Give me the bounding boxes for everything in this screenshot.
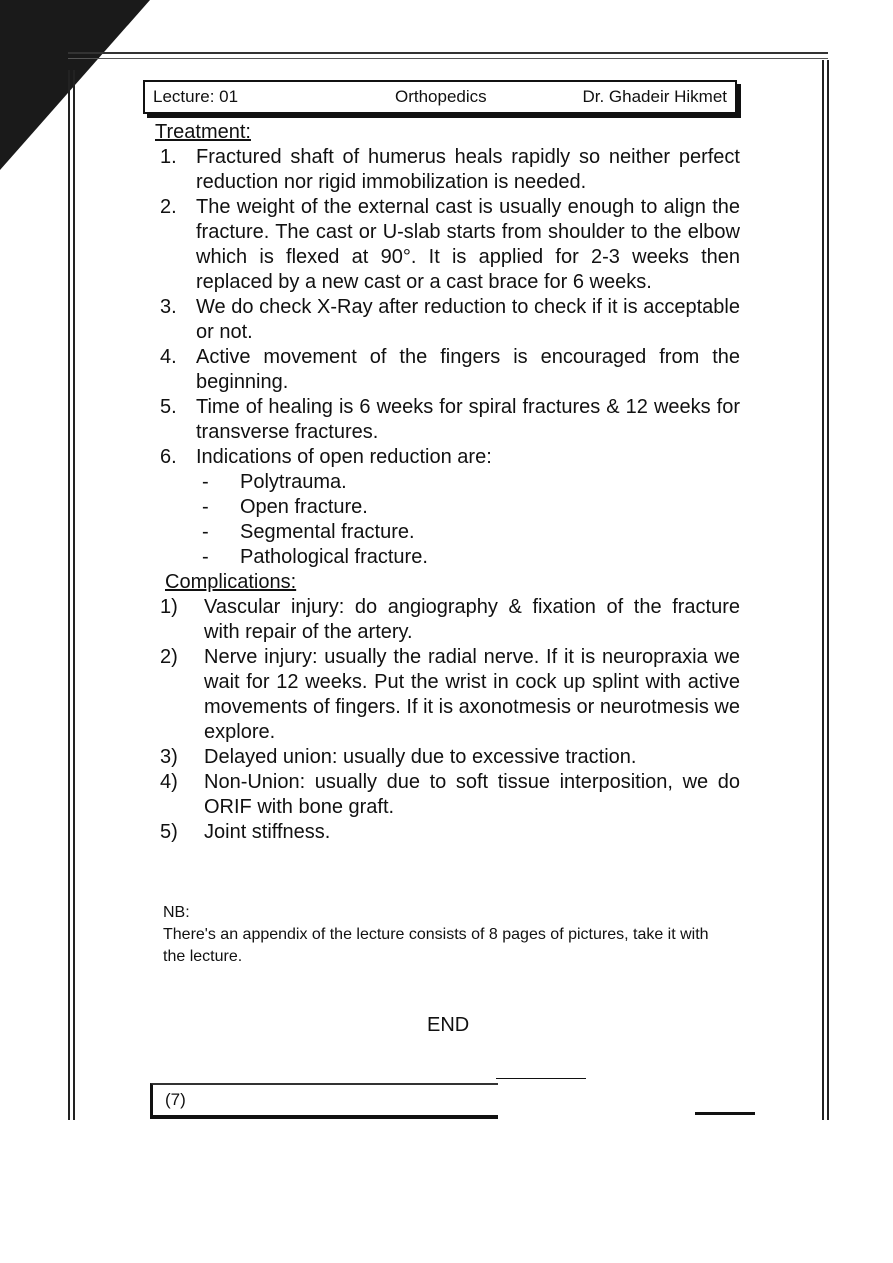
- indication-item: - Pathological fracture.: [202, 546, 428, 568]
- item-text: Vascular injury: do angiography & fixation of the fracture with repair of the artery.: [204, 596, 740, 643]
- item-number: 4): [160, 771, 178, 793]
- subject-title: Orthopedics: [395, 87, 487, 106]
- indication-item: - Segmental fracture.: [202, 521, 415, 543]
- nb-text: There's an appendix of the lecture consists of 8 pages of pictures, take it with the lecture.: [163, 926, 709, 965]
- nb-label: NB:: [163, 904, 190, 921]
- complication-item: [150, 595, 740, 645]
- complication-item: [150, 770, 740, 820]
- item-text: Non-Union: usually due to soft tissue interposition, we do ORIF with bone graft.: [204, 771, 740, 818]
- item-text: Joint stiffness.: [204, 821, 331, 843]
- item-number: 6.: [160, 446, 177, 468]
- item-text: Indications of open reduction are:: [196, 446, 492, 468]
- item-number: 5.: [160, 396, 177, 418]
- item-number: 2.: [160, 196, 177, 218]
- scan-corner-shadow: [0, 0, 150, 170]
- item-number: 1.: [160, 146, 177, 168]
- frame-left-line: [68, 70, 70, 1120]
- footer-stroke-right: [695, 1112, 755, 1115]
- item-text: Time of healing is 6 weeks for spiral fractures & 12 weeks for transverse fractures.: [196, 396, 740, 443]
- indication-text: Segmental fracture.: [240, 521, 415, 543]
- frame-right-line-inner: [827, 60, 829, 1120]
- page-number-box: [150, 1083, 498, 1119]
- frame-right-line: [822, 60, 824, 1120]
- lecturer-name: Dr. Ghadeir Hikmet: [582, 87, 727, 106]
- lecture-content: [150, 120, 740, 845]
- item-text: The weight of the external cast is usually enough to align the fracture. The cast or U-slab starts from shoulder to the elbow which is flexed at 90°. It is applied for 2-3 weeks then replaced by a new cast or a cast brace for 6 weeks.: [196, 196, 740, 293]
- indication-text: Pathological fracture.: [240, 546, 428, 568]
- indication-text: Polytrauma.: [240, 471, 347, 493]
- item-text: Nerve injury: usually the radial nerve. If it is neuropraxia we wait for 12 weeks. Put the wrist in cock up splint with active movements of fingers. If it is axonotmesis or neurotmesis we explore.: [204, 646, 740, 743]
- lecture-header: [143, 80, 737, 114]
- footer-stroke: [496, 1078, 586, 1079]
- item-number: 3.: [160, 296, 177, 318]
- nb-note: [163, 902, 733, 968]
- frame-top-line-inner: [68, 58, 828, 59]
- indication-item: - Open fracture.: [202, 496, 368, 518]
- treatment-heading: Treatment:: [155, 121, 251, 143]
- treatment-item: [150, 345, 740, 395]
- treatment-item: [150, 445, 740, 470]
- item-number: 3): [160, 746, 178, 768]
- treatment-item: [150, 395, 740, 445]
- item-text: We do check X-Ray after reduction to check if it is acceptable or not.: [196, 296, 740, 343]
- indication-item: - Polytrauma.: [202, 471, 347, 493]
- item-text: Active movement of the fingers is encouraged from the beginning.: [196, 346, 740, 393]
- frame-top-line: [68, 52, 828, 54]
- item-number: 5): [160, 821, 178, 843]
- complication-item: [150, 745, 740, 770]
- complications-heading: Complications:: [165, 571, 297, 593]
- treatment-item: [150, 295, 740, 345]
- item-text: Fractured shaft of humerus heals rapidly so neither perfect reduction nor rigid immobilization is needed.: [196, 146, 740, 193]
- item-number: 1): [160, 596, 178, 618]
- indication-text: Open fracture.: [240, 496, 368, 518]
- treatment-item: [150, 195, 740, 295]
- page-number: (7): [165, 1090, 186, 1109]
- complication-item: [150, 645, 740, 745]
- item-text: Delayed union: usually due to excessive traction.: [204, 746, 637, 768]
- frame-left-line-inner: [73, 70, 75, 1120]
- item-number: 4.: [160, 346, 177, 368]
- treatment-item: [150, 145, 740, 195]
- end-marker: END: [427, 1014, 470, 1036]
- lecture-number: Lecture: 01: [153, 87, 239, 106]
- item-number: 2): [160, 646, 178, 668]
- complication-item: [150, 820, 740, 845]
